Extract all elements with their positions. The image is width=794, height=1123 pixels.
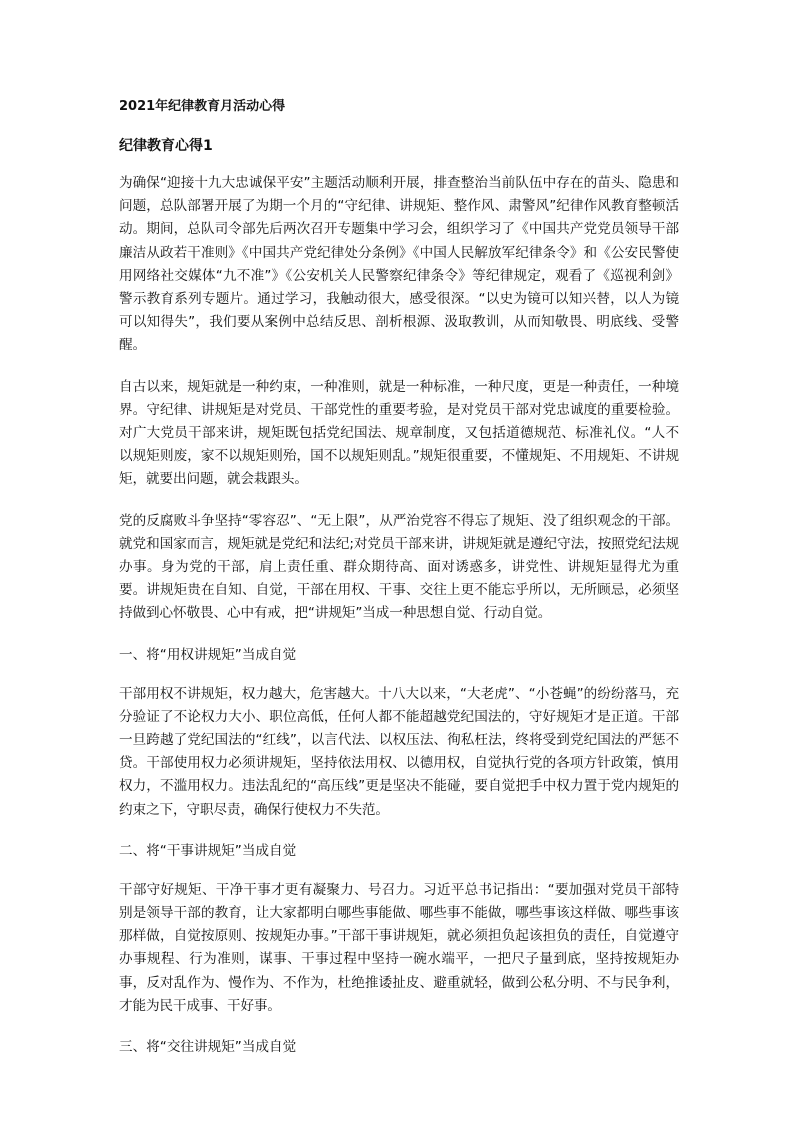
document-page <box>119 96 679 1075</box>
paragraph-4: 干部用权不讲规矩，权力越大，危害越大。十八大以来，“大老虎”、“小苍蝇”的纷纷落马，充分验证了不论权力大小、职位高低，任何人都不能超越党纪国法的，守好规矩才是正道。干部一旦跨越了党纪国法的“红线”，以言代法、以权压法、徇私枉法，终将受到党纪国法的严惩不贷。干部使用权力必须讲规矩，坚持依法用权、以德用权，自觉执行党的各项方针政策，慎用权力，不滥用权力。违法乱纪的“高压线”更是坚决不能碰，要自觉把手中权力置于党内规矩的约束之下，守职尽责，确保行使权力不失范。 <box>119 685 679 818</box>
heading-3: 三、将“交往讲规矩”当成自觉 <box>119 1039 297 1056</box>
heading-1: 一、将“用权讲规矩”当成自觉 <box>119 646 297 663</box>
section-title: 纪律教育心得1 <box>119 138 213 154</box>
paragraph-1: 为确保“迎接十九大忠诚保平安”主题活动顺利开展，排查整治当前队伍中存在的苗头、隐患和问题，总队部署开展了为期一个月的“守纪律、讲规矩、整作风、肃警风”纪律作风教育整顿活动。期间，总队司令部先后两次召开专题集中学习会，组织学习了《中国共产党党员领导干部廉洁从政若干准则》《中国共产党纪律处分条例》《中国人民解放军纪律条令》和《公安民警使用网络社交媒体“九不准”》《公安机关人民警察纪律条令》等纪律规定，观看了《巡视利剑》警示教育系列专题片。通过学习，我触动很大，感受很深。“以史为镜可以知兴替，以人为镜可以知得失”，我们要从案例中总结反思、剖析根源、汲取教训，从而知敬畏、明底线、受警醒。 <box>119 175 679 354</box>
paragraph-5: 干部守好规矩、干净干事才更有凝聚力、号召力。习近平总书记指出：“要加强对党员干部特别是领导干部的教育，让大家都明白哪些事能做、哪些事不能做，哪些事该这样做、哪些事该那样做，自觉按原则、按规矩办事。”干部干事讲规矩，就必须担负起该担负的责任，自觉遵守办事规程、行为准则，谋事、干事过程中坚持一碗水端平，一把尺子量到底，坚持按规矩办事，反对乱作为、慢作为、不作为，杜绝推诿扯皮、避重就轻，做到公私分明、不与民争利，才能为民干成事、干好事。 <box>119 881 679 1014</box>
heading-2: 二、将“干事讲规矩”当成自觉 <box>119 842 297 859</box>
paragraph-3: 党的反腐败斗争坚持“零容忍”、“无上限”，从严治党容不得忘了规矩、没了组织观念的干部。就党和国家而言，规矩就是党纪和法纪;对党员干部来讲，讲规矩就是遵纪守法，按照党纪法规办事。身为党的干部，肩上责任重、群众期待高、面对诱惑多，讲党性、讲规矩显得尤为重要。讲规矩贵在自知、自觉，干部在用权、干事、交往上更不能忘乎所以，无所顾忌，必须坚持做到心怀敬畏、心中有戒，把“讲规矩”当成一种思想自觉、行动自觉。 <box>119 512 679 622</box>
paragraph-2: 自古以来，规矩就是一种约束，一种准则，就是一种标准，一种尺度，更是一种责任，一种境界。守纪律、讲规矩是对党员、干部党性的重要考验，是对党员干部对党忠诚度的重要检验。对广大党员干部来讲，规矩既包括党纪国法、规章制度，又包括道德规范、标准礼仪。“人不以规矩则废，家不以规矩则殆，国不以规矩则乱。”规矩很重要，不懂规矩、不用规矩、不讲规矩，就要出问题，就会栽跟头。 <box>119 378 679 488</box>
document-title: 2021年纪律教育月活动心得 <box>119 99 286 114</box>
